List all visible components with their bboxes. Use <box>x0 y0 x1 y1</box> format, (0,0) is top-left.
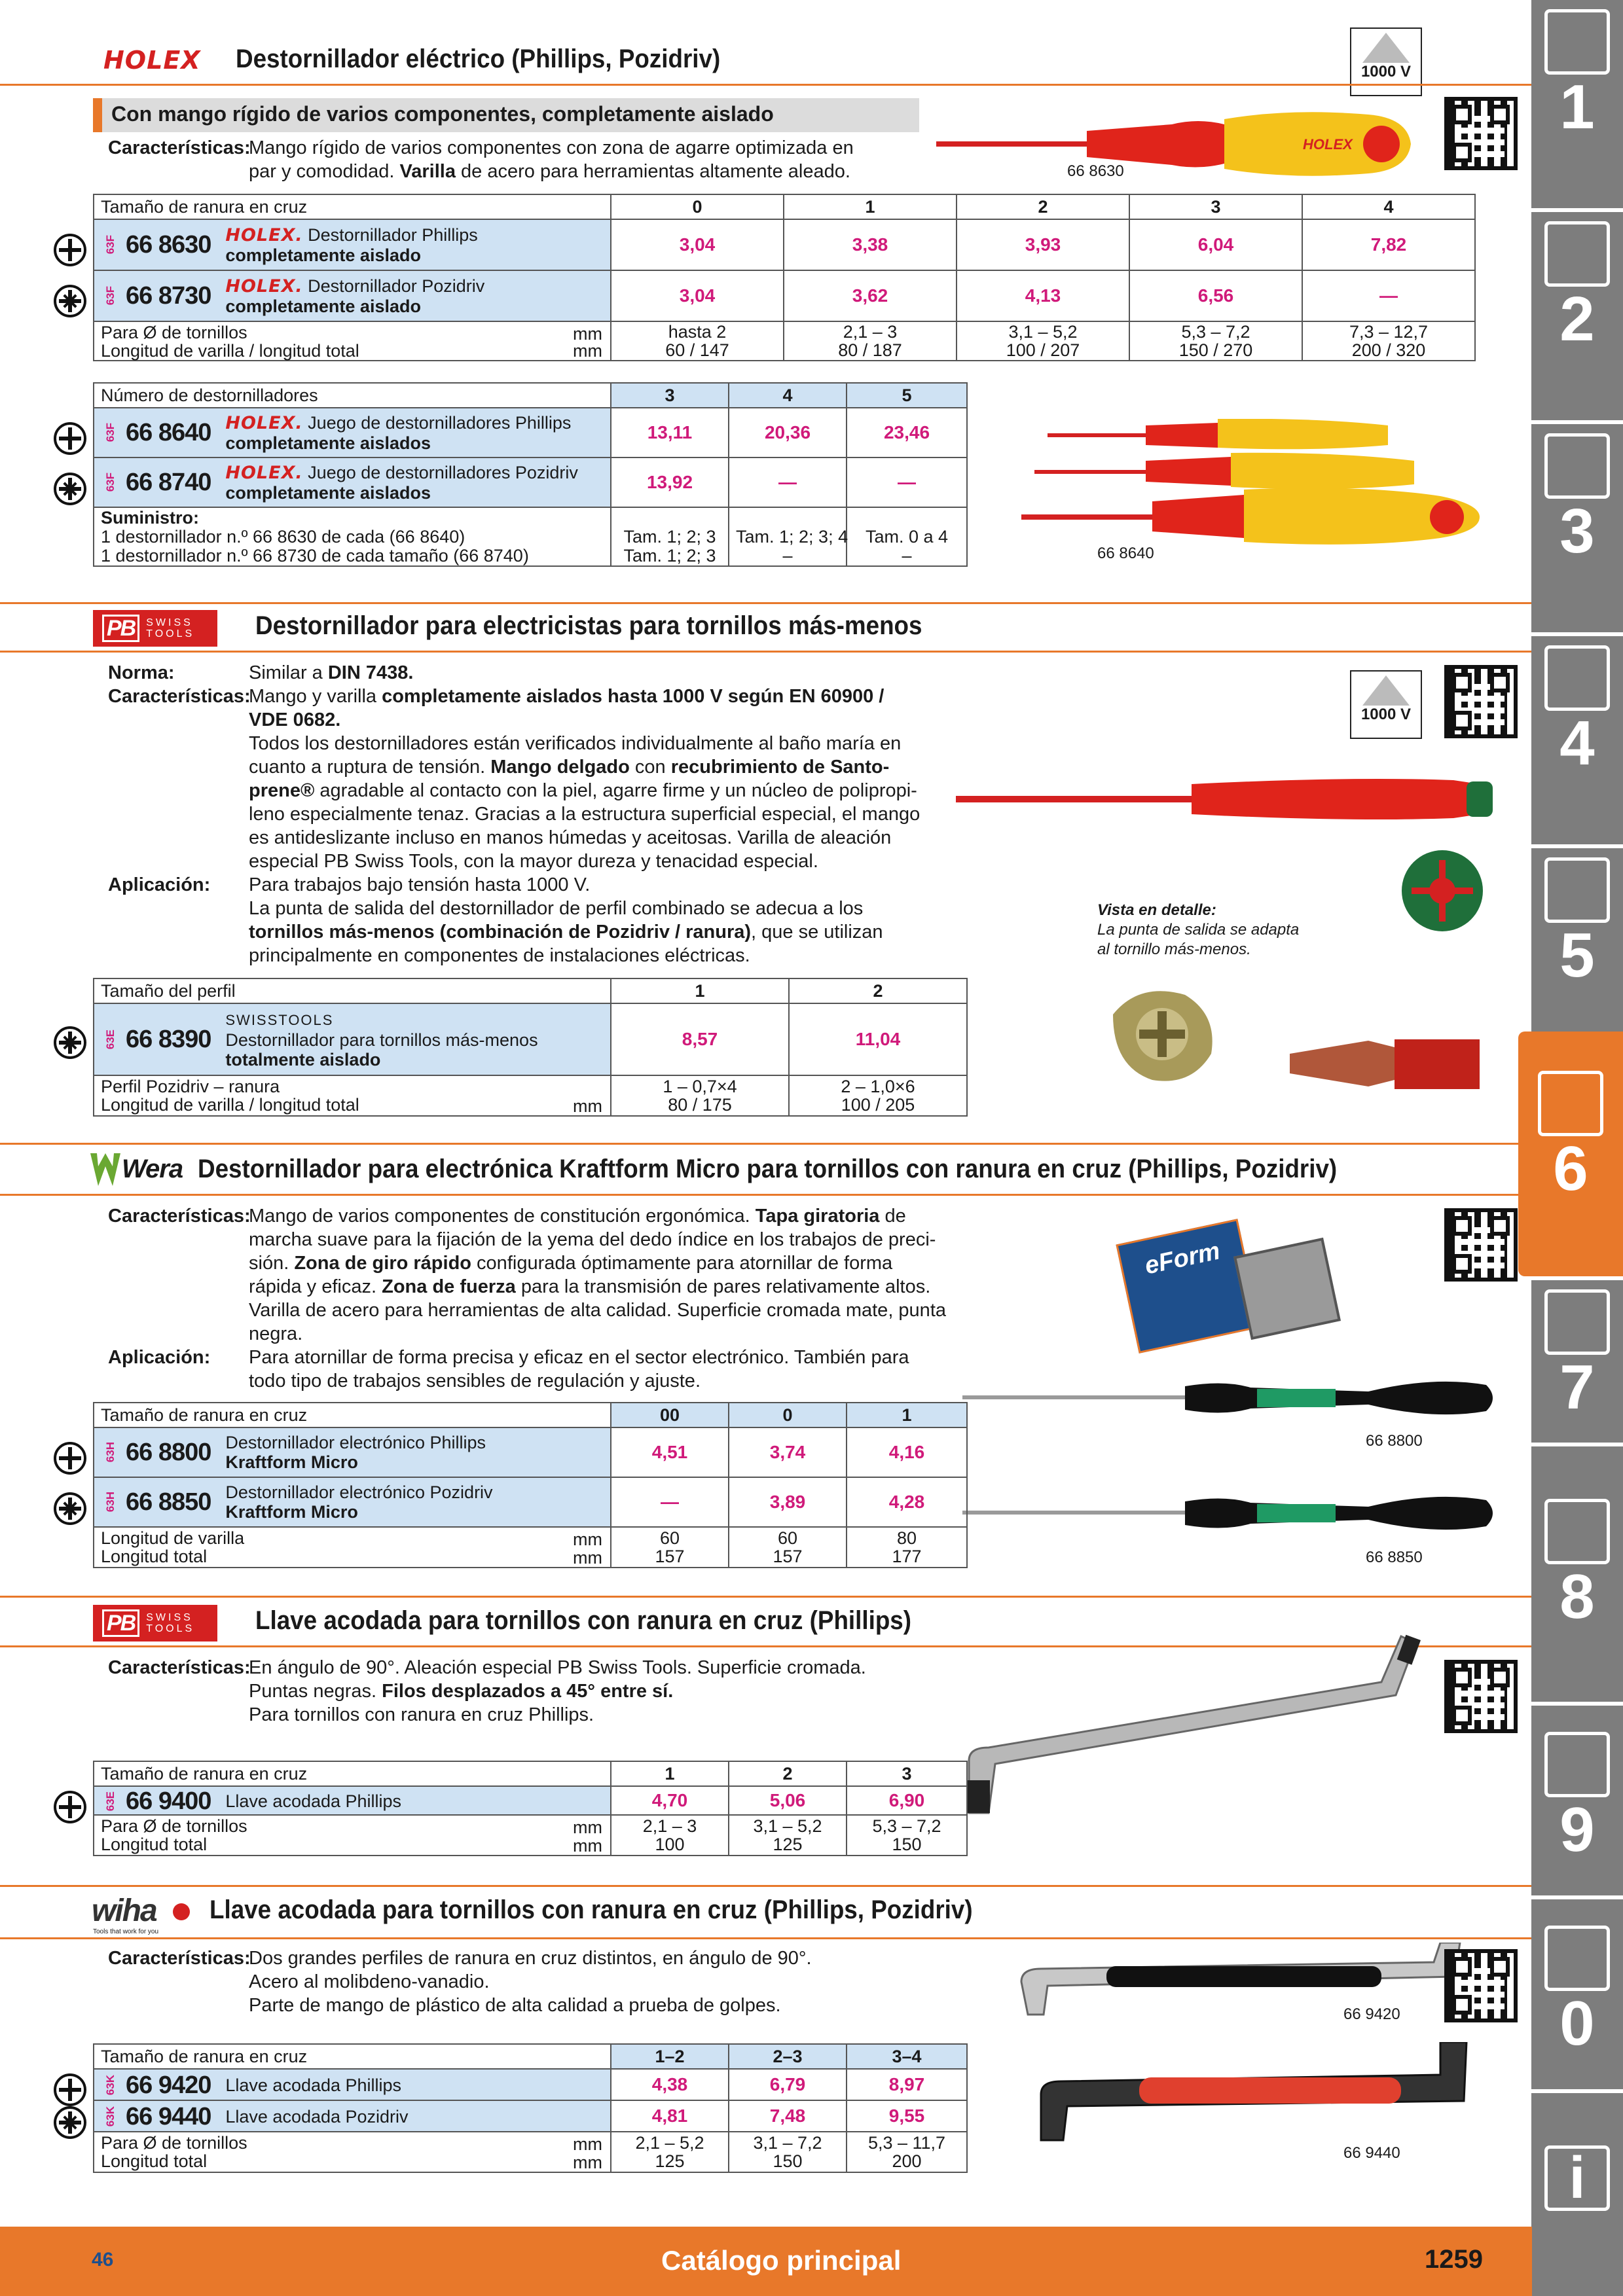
image-label: 66 9420 <box>1343 2005 1400 2023</box>
subtitle-bar: Con mango rígido de varios componentes, completamente aislado <box>93 98 919 132</box>
screw-detail-image <box>1100 975 1224 1093</box>
product-row[interactable]: 63K 66 9420 Llave acodada Phillips <box>94 2069 611 2100</box>
divider <box>0 651 1532 653</box>
chapter-tab-0[interactable]: 0 <box>1531 1899 1623 2089</box>
divider <box>0 1885 1532 1887</box>
qr-code[interactable] <box>1444 97 1518 170</box>
image-label: 66 8640 <box>1097 545 1154 562</box>
detail-caption: Vista en detalle: La punta de salida se adapta al tornillo más-menos. <box>1097 901 1300 958</box>
angled-wrench-image <box>949 1630 1421 1820</box>
vde-badge: 1000 V <box>1350 27 1422 96</box>
qr-code[interactable] <box>1444 1660 1518 1733</box>
vde-badge: 1000 V <box>1350 670 1422 739</box>
catalog-title: Catálogo principal <box>661 2245 902 2276</box>
wera-logo <box>90 1153 120 1186</box>
chapter-tab-4[interactable]: 4 <box>1531 636 1623 844</box>
table-669420: Tamaño de ranura en cruz 1–2 2–3 3–4 63K 66 9420 Llave acodada Phillips 4,38 6,79 8,97 63K 66 9440 Llave acodada Pozidriv 4,81 7,48 9,55 Para Ø de tornillos Longitud total mm mm 2,1 – 5,2 125 3,1 – 7,2 150 5,3 – 11,7 200 <box>93 2043 968 2173</box>
phillips-icon <box>54 422 86 455</box>
wera-brand: Wera <box>122 1155 183 1183</box>
table-668390: Tamaño del perfil 1 2 63E 66 8390SWISSTOOLS Destornillador para tornillos más-menos totalmente aislado 8,57 11,04 Perfil Pozidriv – ranura Longitud de varilla / longitud total mm 1 – 0,7×4 80 / 175 2 – 1,0×6 100 / 205 <box>93 978 968 1117</box>
image-label: 66 8630 <box>1067 162 1124 180</box>
screw-tip-icon <box>1398 847 1486 935</box>
pozidriv-icon <box>54 1026 86 1059</box>
chapter-tab-8[interactable]: 8 <box>1531 1446 1623 1702</box>
product-row[interactable]: 63F 66 8630 HOLEX. Destornillador Phillips completamente aislado <box>94 219 611 270</box>
screwdriver-set-image <box>1021 419 1493 569</box>
chapter-tab-7[interactable]: 7 <box>1531 1280 1623 1443</box>
page-number-right: 1259 <box>1425 2245 1483 2274</box>
image-label: 66 8800 <box>1366 1432 1423 1450</box>
section-title: Destornillador para electrónica Kraftform Micro para tornillos con ranura en cruz (Phillips, Pozidriv) <box>198 1155 1338 1183</box>
page-number-left: 46 <box>92 2249 114 2270</box>
section-title: Llave acodada para tornillos con ranura en cruz (Phillips) <box>255 1606 912 1635</box>
qr-code[interactable] <box>1444 665 1518 738</box>
product-row[interactable]: 63F 66 8740 HOLEX. Juego de destornilladores Pozidriv completamente aislados <box>94 457 611 507</box>
chapter-tab-info[interactable] <box>1531 2093 1623 2296</box>
wiha-tagline: Tools that work for you <box>93 1928 159 1935</box>
caliper-icon <box>1544 645 1610 711</box>
chapter-tab-1[interactable]: 1 <box>1531 0 1623 208</box>
product-row[interactable]: 63F 66 8730 HOLEX. Destornillador Pozidriv completamente aislado <box>94 270 611 321</box>
tool-set-icon <box>1544 1499 1610 1564</box>
drill-bit-icon <box>1544 9 1610 75</box>
chapter-tab-2[interactable]: 2 <box>1531 212 1623 420</box>
section-title: Destornillador para electricistas para tornillos más-menos <box>255 611 922 640</box>
product-row[interactable]: 63H 66 8850 Destornillador electrónico Pozidriv Kraftform Micro <box>94 1477 611 1527</box>
chapter-tab-6[interactable]: 6 <box>1518 1031 1623 1276</box>
divider <box>0 1194 1532 1196</box>
footer <box>0 2227 1532 2296</box>
hand-tools-icon <box>1538 1071 1603 1136</box>
cabinet-icon <box>1544 1732 1610 1797</box>
wiha-logo: wiha <box>92 1893 156 1928</box>
pozidriv-icon <box>54 1492 86 1525</box>
grinding-disc-icon <box>1544 857 1610 923</box>
divider <box>0 1937 1532 1939</box>
section-title: Llave acodada para tornillos con ranura en cruz (Phillips, Pozidriv) <box>210 1895 973 1924</box>
chapter-tab-9[interactable]: 9 <box>1531 1706 1623 1895</box>
section-title: Destornillador eléctrico (Phillips, Pozidriv) <box>236 45 721 73</box>
image-label: 66 8850 <box>1366 1549 1423 1566</box>
phillips-icon <box>54 1442 86 1475</box>
precision-screwdriver-image <box>962 1488 1499 1538</box>
description: Características:Dos grandes perfiles de ranura en cruz distintos, en ángulo de 90°. Acero al molibdeno-vanadio. Parte de mango de plástico de alta calidad a prueba de golpes. <box>108 1948 812 2016</box>
safety-icon <box>1544 1926 1610 1991</box>
divider <box>0 602 1532 604</box>
description: Características:Mango de varios componentes de constitución ergonómica. Tapa giratoria de marcha suave para la fijación de la yema del dedo índice en los trabajos de preci- sión. Zona de giro rápido configurada óptimamente para atornillar de forma rápida y eficaz. Zona de fuerza para la transmisión de pares relativamente altos. Varilla de acero para herramientas de alta calidad. Superficie cromada mate, punta negra. Aplicación: Para atornillar de forma precisa y eficaz en el sector electrónico. También para todo tipo de trabajos sensibles de regulación y ajuste. <box>108 1206 946 1391</box>
wiha-logo-mark <box>173 1903 190 1920</box>
divider <box>0 84 1532 86</box>
phillips-icon <box>54 234 86 266</box>
svg-text:HOLEX: HOLEX <box>1303 136 1353 152</box>
phillips-icon <box>54 1791 86 1823</box>
characteristics: Características:Mango rígido de varios componentes con zona de agarre optimizada en par y comodidad. Varilla de acero para herramientas altamente aleado. <box>108 137 854 182</box>
product-row[interactable]: 63E 66 8390SWISSTOOLS Destornillador para tornillos más-menos totalmente aislado <box>94 1003 611 1075</box>
pozidriv-icon <box>54 473 86 505</box>
divider <box>0 1596 1532 1598</box>
bit-tip-image <box>1290 1028 1480 1100</box>
eform-badge[interactable]: eForm <box>1116 1219 1260 1354</box>
qr-code[interactable] <box>1444 1949 1518 2022</box>
angled-wrench-image <box>1021 2042 1480 2147</box>
pliers-icon <box>1544 1289 1610 1355</box>
description: Características:En ángulo de 90°. Aleación especial PB Swiss Tools. Superficie cromada. Puntas negras. Filos desplazados a 45° entre sí. Para tornillos con ranura en cruz Phillips. <box>108 1657 866 1725</box>
product-row[interactable]: 63H 66 8800 Destornillador electrónico Phillips Kraftform Micro <box>94 1427 611 1477</box>
table-668800: Tamaño de ranura en cruz 00 0 1 63H 66 8800 Destornillador electrónico Phillips Kraftform Micro 4,51 3,74 4,16 63H 66 8850 Destornillador electrónico Pozidriv Kraftform Micro — 3,89 4,28 Longitud de varilla Longitud total mm mm 60 157 60 157 80 177 <box>93 1402 968 1568</box>
qr-code[interactable] <box>1444 1208 1518 1282</box>
image-label: 66 9440 <box>1343 2144 1400 2162</box>
product-row[interactable]: 63F 66 8640 HOLEX. Juego de destornilladores Phillips completamente aislados <box>94 408 611 457</box>
description: Norma: Similar a DIN 7438. Características:Mango y varilla completamente aislados hasta 1000 V según EN 60900 / VDE 0682. Todos los destornilladores están verificados individualmente al baño maría en cuanto a ruptura de tensión. Mango delgado con recubrimiento de Santo- prene® agradable al contacto con la piel, agarre firme y un núcleo de polipropi- leno especialmente tenaz. Gracias a la estructura superficial especial, el mango es antideslizante incluso en manos húmedas y aceitosas. Varilla de aleación especial PB Swiss Tools, con la mayor dureza y tenacidad especial. Aplicación: Para trabajos bajo tensión hasta 1000 V. La punta de salida del destornillador de perfil combinado se adecua a los tornillos más-menos (combinación de Pozidriv / ranura), que se utilizan principalmente en componentes de instalaciones eléctricas. <box>108 662 921 966</box>
holex-logo: HOLEX <box>103 46 201 75</box>
info-icon: i <box>1544 2145 1610 2211</box>
table-668640: Número de destornilladores 3 4 5 63F 66 8640 HOLEX. Juego de destornilladores Phillips completamente aislados 13,11 20,36 23,46 63F 66 8740 HOLEX. Juego de destornilladores Pozidriv completamente aislados 13,92 — — Suministro: 1 destornillador n.º 66 8630 de cada (66 8640) 1 destornillador n.º 66 8730 de cada tamaño (66 8740) Tam. 1; 2; 3 Tam. 1; 2; 3 Tam. 1; 2; 3; 4 – Tam. 0 a 4 – <box>93 382 968 567</box>
insert-icon <box>1544 221 1610 287</box>
pb-swiss-tools-logo: PB SWISS TOOLS <box>93 1605 217 1641</box>
angled-wrench-image <box>1002 1943 1473 2021</box>
product-row[interactable]: 63E 66 9400 Llave acodada Phillips <box>94 1786 611 1815</box>
table-669400: Tamaño de ranura en cruz 1 2 3 63E 66 9400 Llave acodada Phillips 4,70 5,06 6,90 Para Ø de tornillos Longitud total mm mm 2,1 – 3 100 3,1 – 5,2 125 5,3 – 7,2 150 <box>93 1761 968 1856</box>
product-row[interactable]: 63K 66 9440 Llave acodada Pozidriv <box>94 2100 611 2132</box>
table-668630: Tamaño de ranura en cruz 0 1 2 3 4 63F 66 8630 HOLEX. Destornillador Phillips completamente aislado 3,04 3,38 3,93 6,04 7,82 63F 66 8730 HOLEX. Destornillador Pozidriv completamente aislado 3,04 3,62 4,13 6,56 — Para Ø de tornillos Longitud de varilla / longitud total mm mm hasta 2 60 / 147 2,1 – 3 80 / 187 3,1 – 5,2 100 / 207 5,3 – 7,2 150 / 270 7,3 – 12,7 200 / 320 <box>93 194 1476 361</box>
chapter-tab-5[interactable]: 5 <box>1531 848 1623 1056</box>
chuck-icon <box>1544 433 1610 499</box>
pozidriv-icon <box>54 285 86 317</box>
divider <box>0 1143 1532 1145</box>
screwdriver-image <box>923 105 1434 183</box>
pozidriv-icon <box>54 2106 86 2139</box>
precision-screwdriver-image <box>962 1373 1499 1423</box>
phillips-icon <box>54 2073 86 2106</box>
pb-swiss-tools-logo: PB SWISS TOOLS <box>93 610 217 647</box>
chapter-tab-3[interactable]: 3 <box>1531 424 1623 632</box>
screwdriver-image <box>956 770 1499 829</box>
cabinet-icon <box>1233 1238 1341 1340</box>
